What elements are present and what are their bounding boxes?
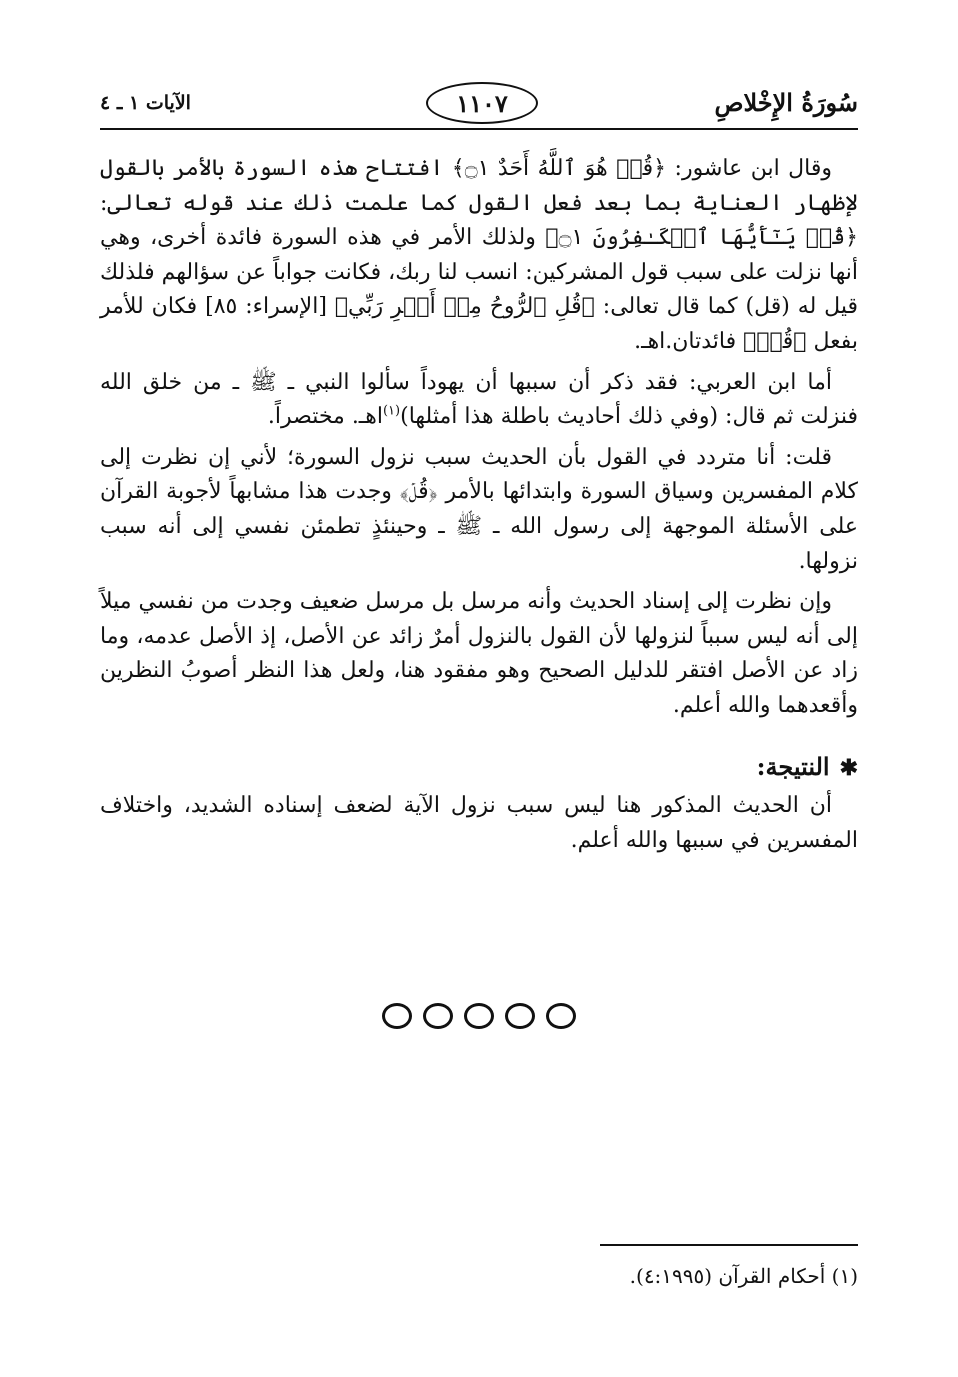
paragraph-text: [الإسراء: ٨٥] فكان للأمر بفعل xyxy=(100,294,858,354)
section-end-ornament xyxy=(100,1003,858,1033)
paragraph-text: اهـ. مختصراً. xyxy=(267,404,383,430)
result-paragraph: أن الحديث المذكور هنا ليس سبب نزول الآية لضعف إسناده الشديد، واختلاف المفسرين في سببها والله أعلم. xyxy=(100,793,858,853)
circle-icon xyxy=(382,1003,412,1029)
page-header xyxy=(100,78,858,128)
paragraph-text: ولذلك الأمر في هذه السورة فائدة أخرى، وهي أنها نزلت على سبب قول المشركين: انسب لنا ربك، فكانت جواباً عن سؤالهم فلذلك قيل له (قل) كما قال تعالى: xyxy=(100,225,858,320)
paragraph-author-opinion xyxy=(100,441,858,579)
main-text xyxy=(100,152,858,864)
paragraph-text: افتتاح هذه السورة بالأمر بالقول لإظهار العناية بما بعد فعل القول كما علمت ذلك عند قوله تعالى: xyxy=(100,156,858,216)
footnote-rule xyxy=(600,1244,858,1246)
circle-icon xyxy=(423,1003,453,1029)
verses-range: الآيات ١ ـ ٤ xyxy=(100,92,191,114)
circle-icon xyxy=(464,1003,494,1029)
result-heading xyxy=(100,750,858,786)
paragraph-text: أما ابن العربي: فقد ذكر أن سببها أن يهوداً سألوا النبي ـ ﷺ ـ من خلق الله فنزلت ثم قال: (وفي ذلك أحاديث باطلة هذا أمثلها) xyxy=(100,369,858,430)
circle-icon xyxy=(505,1003,535,1029)
footnote: (١) أحكام القرآن (٤:١٩٩٥). xyxy=(629,1264,858,1288)
header-rule xyxy=(100,128,858,130)
quran-quote: ﴿قُلۡ﴾ xyxy=(743,328,807,354)
surah-title: سُورَةُ الإِخْلاصِ xyxy=(714,88,858,117)
footnote-ref[interactable]: (١) xyxy=(382,403,401,419)
circle-icon xyxy=(546,1003,576,1029)
quran-quote: ﴿قُلۡ﴾ xyxy=(399,479,438,505)
paragraph-ibn-arabi xyxy=(100,366,858,435)
page-number-frame xyxy=(426,82,538,124)
paragraph-ibn-ashur xyxy=(100,152,858,360)
quran-quote: ﴿قُلۡ يَـٰٓأَيُّهَا ٱلۡكَـٰفِرُونَ ۝١﴾ xyxy=(545,225,858,251)
paragraph-text: قلت: أنا متردد في القول بأن الحديث سبب نزول السورة؛ لأني إن نظرت إلى كلام المفسرين وسياق السورة وابتدائها بالأمر xyxy=(100,444,858,505)
result-heading-text: النتيجة: xyxy=(756,751,830,781)
quran-quote: ﴿قُلِ ٱلرُّوحُ مِنۡ أَمۡرِ رَبِّي﴾ xyxy=(334,294,595,320)
paragraph-text: وقال ابن عاشور: xyxy=(666,156,832,181)
paragraph-isnad: وإن نظرت إلى إسناد الحديث وأنه مرسل بل مرسل ضعيف وجدت من نفسي ميلاً إلى أنه ليس سبباً لنزولها لأن القول بالنزول أمرٌ زائد عن الأصل، إذ الأصل عدمه، وما زاد عن الأصل افتقر للدليل الصحيح وهو مفقود هنا، ولعل هذا النظر أصوبُ النظرين وأقعدهما والله أعلم. xyxy=(100,589,858,718)
paragraph-text: فائدتان.اهـ. xyxy=(634,328,744,354)
asterisk-icon: ✱ xyxy=(839,754,858,781)
paragraph-text: وجدت هذا مشابهاً لأجوبة القرآن على الأسئلة الموجهة إلى رسول الله ـ ﷺ ـ وحينئذٍ تطمئن نفسي إلى أنه سبب نزولها. xyxy=(100,479,858,574)
quran-quote: ﴿قُلۡ هُوَ ٱللَّهُ أَحَدٌ ۝١﴾ xyxy=(451,156,667,181)
page-number: ١١٠٧ xyxy=(456,88,508,118)
